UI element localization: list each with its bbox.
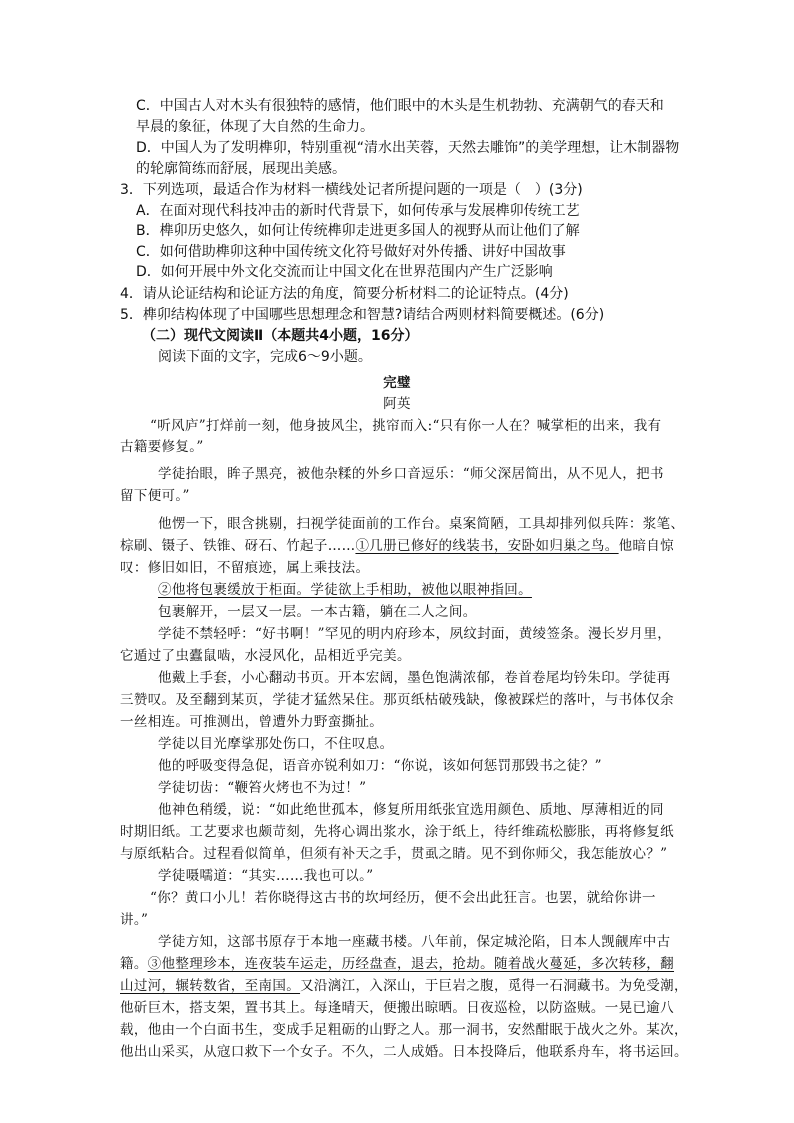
paragraph-11-line-3: 与原纸粘合。过程看似简单，但须有补天之手，贯虱之睛。见不到你师父，我怎能放心？”: [120, 846, 668, 862]
paragraph-2-line-2: 留下便可。”: [120, 488, 190, 504]
question-3-option-b: B．榫卯历史悠久，如何让传统榫卯走进更多国人的视野从而让他们了解: [136, 223, 580, 239]
paragraph-3-line-1: 他愣一下，眼含挑剔，扫视学徒面前的工作台。桌案简陋，工具却排列似兵阵：浆笔、: [158, 516, 685, 532]
paragraph-1-line-1: “听风庐”打烊前一刻，他身披风尘，挑帘而入:“只有你一人在？喊掌柜的出来，我有: [150, 418, 662, 434]
paragraph-3-line-2: [0, 536, 794, 556]
paragraph-7-line-2: 三赞叹。及至翻到某页，学徒才猛然呆住。那页纸枯破残缺，像被踩烂的落叶，与书体仅余: [120, 692, 674, 708]
option-c-line-2: 早晨的象征，体现了大自然的生命力。: [136, 119, 374, 135]
article-author: 阿英: [383, 396, 411, 412]
paragraph-14-line-6: 他出山采买，从寇口救下一个女子。不久，二人成婚。日本投降后，他联系舟车，将书运回。: [120, 1044, 688, 1060]
paragraph-5: 包裹解开，一层又一层。一本古籍，躺在二人之间。: [158, 604, 477, 620]
paragraph-13-line-2: 讲。”: [120, 912, 149, 928]
paragraph-6-line-2: 它遁过了虫蠹鼠啮，水浸风化，品相近乎完美。: [120, 648, 411, 664]
paragraph-11-line-1: 他神色稍缓，说：“如此绝世孤本，修复所用纸张宜选用颜色、质地、厚薄相近的同: [158, 802, 664, 818]
paragraph-4: [0, 580, 794, 600]
paragraph-3-tools-text: 棕刷、镊子、铁锥、砑石、竹起子……: [120, 538, 356, 554]
option-c-line-1: C．中国古人对木头有很独特的感情，他们眼中的木头是生机勃勃、充满朝气的春天和: [136, 98, 664, 114]
paragraph-14-lead-text: 籍。: [120, 956, 148, 972]
question-5: 5．榫卯结构体现了中国哪些思想理念和智慧?请结合两则材料简要概述。(6分): [120, 307, 605, 323]
paragraph-7-line-1: 他戴上手套，小心翻动书页。开本宏阔，墨色饱满浓郁，卷首卷尾均钤朱印。学徒再: [158, 670, 671, 686]
paragraph-9: 他的呼吸变得急促，语音亦锐利如刀：“你说，该如何惩罚那毁书之徒？”: [158, 758, 602, 774]
paragraph-1-line-2: 古籍要修复。”: [120, 439, 204, 455]
question-3-stem: 3．下列选项，最适合作为材料一横线处记者所提问题的一项是（ ）(3分): [120, 182, 583, 198]
paragraph-7-line-3: 一丝相连。可推测出，曾遭外力野蛮撕扯。: [120, 714, 384, 730]
paragraph-14-line-5: 载，他由一个白面书生，变成手足粗砺的山野之人。那一洞书，安然酣眠于战火之外。某次，: [120, 1022, 688, 1038]
article-title: 完璧: [383, 375, 411, 391]
paragraph-11-line-2: 时期旧纸。工艺要求也颇苛刻，先将心调出浆水，涂于纸上，待纤维疏松膨胀，再将修复纸: [120, 824, 674, 840]
option-d-line-1: D．中国人为了发明榫卯，特别重视“清水出芙蓉，天然去雕饰”的美学理想，让木制器物: [136, 140, 680, 156]
paragraph-14-line-2: [0, 954, 794, 974]
paragraph-13-line-1: “你？黄口小儿！若你晓得这古书的坎坷经历，便不会出此狂言。也罢，就给你讲一: [150, 890, 656, 906]
question-3-option-d: D．如何开展中外文化交流而让中国文化在世界范围内产生广泛影响: [136, 264, 553, 280]
question-3-option-a: A．在面对现代科技冲击的新时代背景下，如何传承与发展榫卯传统工艺: [136, 203, 580, 219]
underlined-sentence-3-part-1: ③他整理珍本，连夜装车运走，历经盘查，退去，抢劫。随着战火蔓延，多次转移，翻: [147, 956, 675, 972]
paragraph-14-continuation-text: 又沿漓江，入深山，于巨岩之腹，觅得一石洞藏书。为免受潮，: [300, 978, 688, 994]
paragraph-14-line-3: [0, 976, 794, 996]
section-instruction: 阅读下面的文字，完成6～9小题。: [158, 349, 372, 365]
option-d-line-2: 的轮廓简练而舒展，展现出美感。: [136, 161, 346, 177]
paragraph-8: 学徒以目光摩挲那处伤口，不住叹息。: [158, 736, 394, 752]
underlined-sentence-1: ①几册已修好的线装书，安卧如归巢之鸟。: [355, 538, 619, 554]
paragraph-12: 学徒嗫嚅道：“其实……我也可以。”: [158, 868, 374, 884]
question-4: 4．请从论证结构和论证方法的角度，简要分析材料二的论证特点。(4分): [120, 286, 569, 302]
paragraph-14-line-4: 他斫巨木，搭支架，置书其上。每逢晴天，便搬出晾晒。日夜巡检，以防盗贼。一晃已逾八: [120, 1000, 674, 1016]
paragraph-3-tail-text: 他暗自惊: [618, 538, 675, 554]
underlined-sentence-3-part-2: 山过河，辗转数省，至南国。: [120, 978, 301, 994]
section-heading: （二）现代文阅读Ⅱ（本题共4小题，16分）: [142, 328, 419, 344]
paragraph-6-line-1: 学徒不禁轻呼：“好书啊！”罕见的明内府珍本，夙纹封面，黄绫签条。漫长岁月里，: [158, 626, 672, 642]
underlined-sentence-2: ②他将包裹缓放于柜面。学徒欲上手相助，被他以眼神指回。: [158, 582, 532, 598]
paragraph-10: 学徒切齿：“鞭笞火烤也不为过！”: [158, 780, 367, 796]
paragraph-2-line-1: 学徒抬眼，眸子黑亮，被他杂糅的外乡口音逗乐：“师父深居简出，从不见人，把书: [158, 466, 664, 482]
paragraph-3-line-3: 叹：修旧如旧，不留痕迹，属上乘技法。: [120, 560, 370, 576]
question-3-option-c: C．如何借助榫卯这种中国传统文化符号做好对外传播、讲好中国故事: [136, 244, 566, 260]
paragraph-14-line-1: 学徒方知，这部书原存于本地一座藏书楼。八年前，保定城沦陷，日本人觊觎库中古: [158, 934, 671, 950]
